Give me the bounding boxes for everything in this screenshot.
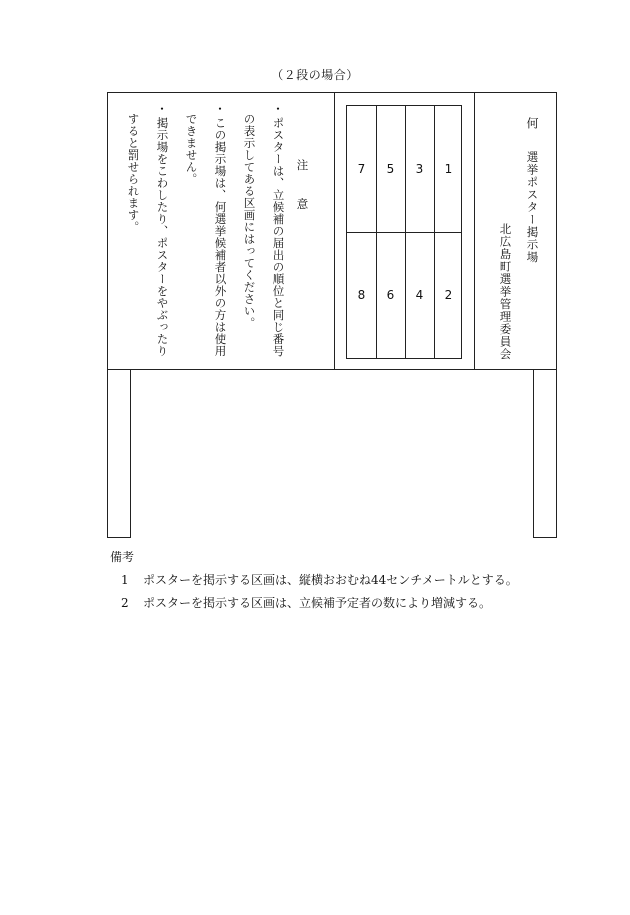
remark-item-1: [121, 571, 518, 588]
poster-slot-2: 2: [444, 288, 453, 302]
board-post-left: [107, 370, 131, 538]
section-divider: [334, 93, 335, 369]
board-post-right: [533, 370, 557, 538]
poster-slot-8: 8: [357, 288, 366, 302]
remark-item-2: [121, 594, 491, 611]
notice-title: 注 意: [295, 159, 310, 218]
notice-bullet: ・: [156, 102, 169, 116]
poster-slot-3: 3: [415, 162, 424, 176]
board-title-prefix: 何: [525, 117, 539, 129]
notice-item-1-line-2: の表示してある区画にはってください。: [242, 113, 257, 329]
notice-bullet: ・: [214, 102, 227, 116]
poster-slot-grid: [346, 105, 462, 359]
remark-number: 1: [121, 573, 129, 587]
notice-item-2-line-1: この掲示場は、何選挙候補者以外の方は使用: [213, 117, 228, 357]
notice-item-2-line-2: できません。: [184, 113, 199, 185]
poster-slot-4: 4: [415, 288, 424, 302]
notice-item-3-line-2: すると罰せられます。: [126, 113, 141, 233]
poster-slot-1: 1: [444, 162, 453, 176]
remark-text: ポスターを掲示する区画は、立候補予定者の数により増減する。: [143, 596, 492, 610]
board-organization: 北広島町選挙管理委員会: [498, 223, 513, 361]
poster-board: [107, 92, 557, 370]
notice-bullet: ・: [272, 102, 285, 116]
section-divider: [474, 93, 475, 369]
remark-text: ポスターを掲示する区画は、縦横おおむね44センチメートルとする。: [143, 573, 518, 587]
remark-number: 2: [121, 596, 129, 610]
poster-slot-5: 5: [386, 162, 395, 176]
remarks-heading: 備考: [110, 550, 135, 564]
notice-item-3-line-1: 掲示場をこわしたり、ポスターをやぶったり: [155, 117, 170, 357]
poster-slot-6: 6: [386, 288, 395, 302]
notice-item-1-line-1: ポスターは、立候補の届出の順位と同じ番号: [271, 117, 286, 357]
board-caption: （２段の場合）: [271, 68, 359, 82]
poster-slot-7: 7: [357, 162, 366, 176]
board-title: 選挙ポスター掲示場: [525, 151, 540, 264]
